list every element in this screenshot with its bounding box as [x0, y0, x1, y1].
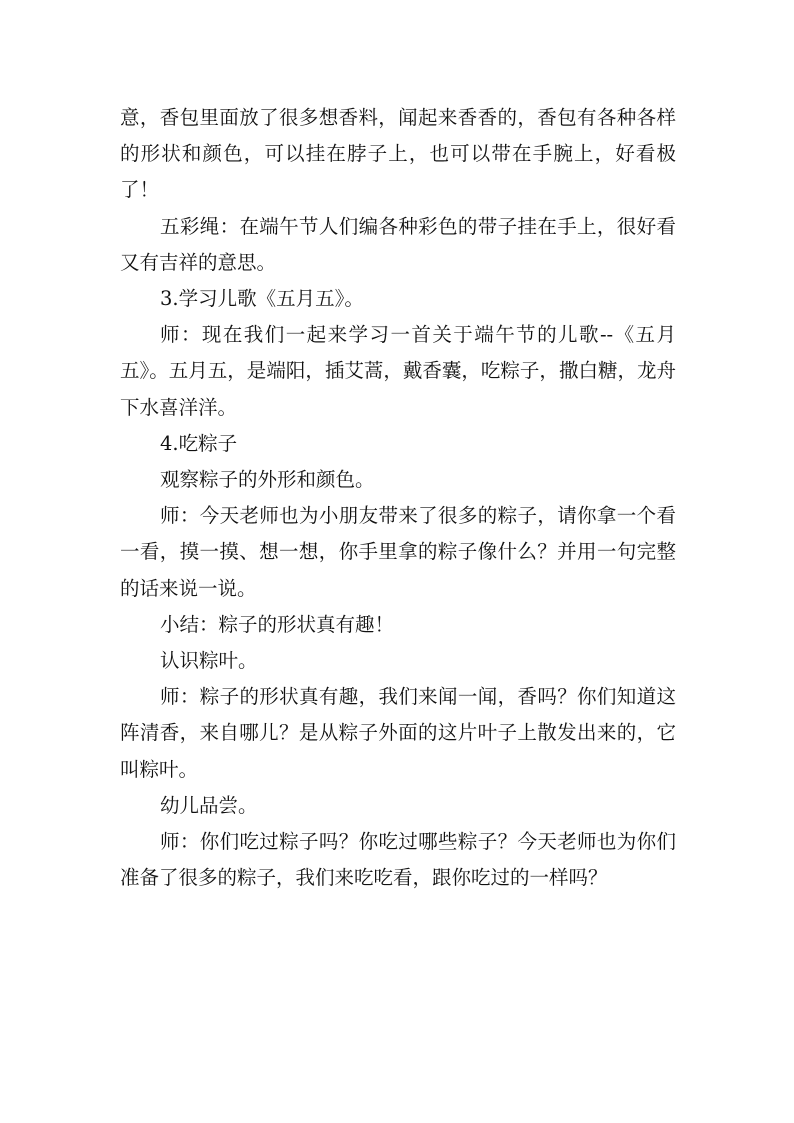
paragraph-observe-zongzi: 观察粽子的外形和颜色。 — [160, 468, 375, 492]
paragraph-sachet-description: 意，香包里面放了很多想香料，闻起来香香的，香包有各种各样的形状和颜色，可以挂在脖子上，也可以带在手腕上，好看极了！ — [120, 106, 676, 202]
paragraph-smell-leaves: 师：粽子的形状真有趣，我们来闻一闻，香吗？你们知道这阵清香，来自哪儿？是从粽子外面的这片叶子上散发出来的，它叫粽叶。 — [120, 685, 676, 781]
paragraph-teacher-brought-zongzi: 师：今天老师也为小朋友带来了很多的粽子，请你拿一个看一看，摸一摸、想一想，你手里拿的粽子像什么？并用一句完整的话来说一说。 — [120, 504, 676, 600]
paragraph-heading-eat-zongzi: 4.吃粽子 — [160, 431, 238, 455]
paragraph-children-taste: 幼儿品尝。 — [160, 793, 258, 817]
paragraph-song-lyrics: 师：现在我们一起来学习一首关于端午节的儿歌--《五月五》。五月五，是端阳，插艾蒿，戴香囊，吃粽子，撒白糖，龙舟下水喜洋洋。 — [120, 323, 676, 419]
document-body — [120, 100, 676, 896]
paragraph-heading-learn-song: 3.学习儿歌《五月五》。 — [160, 287, 364, 311]
paragraph-five-color-rope: 五彩绳：在端午节人们编各种彩色的带子挂在手上，很好看又有吉祥的意思。 — [120, 214, 676, 274]
paragraph-teacher-prepared: 师：你们吃过粽子吗？你吃过哪些粽子？今天老师也为你们准备了很多的粽子，我们来吃吃看，跟你吃过的一样吗？ — [120, 830, 676, 890]
paragraph-recognize-leaves: 认识粽叶。 — [160, 649, 258, 673]
paragraph-summary: 小结：粽子的形状真有趣！ — [160, 612, 395, 636]
